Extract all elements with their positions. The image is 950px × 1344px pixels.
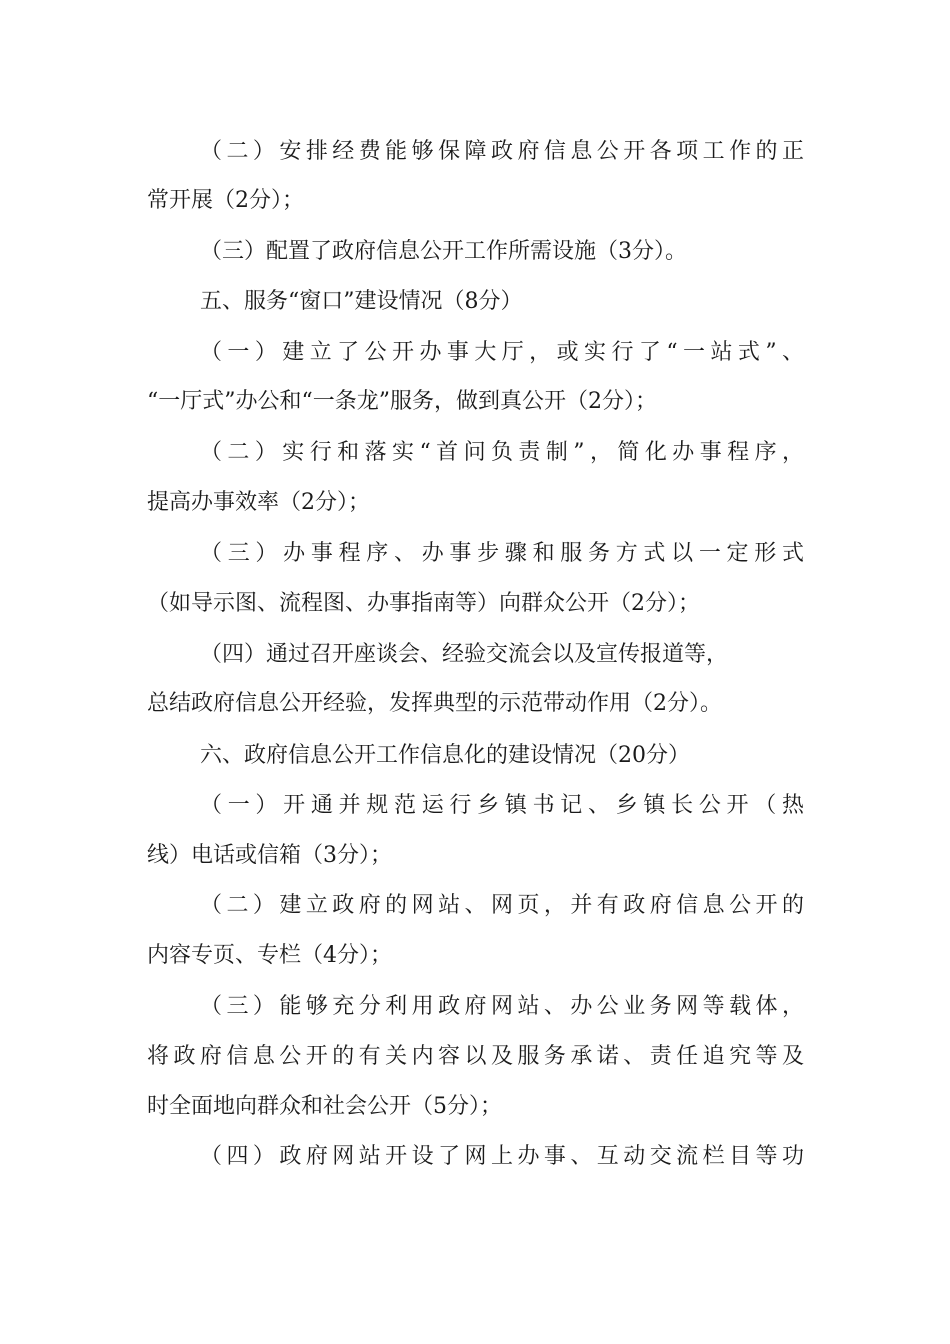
- text-line: [0, 137, 950, 167]
- text-line: [0, 539, 950, 569]
- text-line: [0, 992, 950, 1022]
- paragraph-text: （三）能够充分利用政府网站、办公业务网等载体，: [200, 994, 804, 1019]
- text-line: [0, 488, 950, 518]
- paragraph-text: 时全面地向群众和社会公开（5分）；: [147, 1094, 502, 1119]
- section-heading: 五、服务“窗口”建设情况（8分）: [200, 289, 523, 314]
- text-line: [0, 237, 950, 267]
- paragraph-text: （三）办事程序、办事步骤和服务方式以一定形式: [200, 541, 804, 566]
- paragraph-text: （二）建立政府的网站、网页，并有政府信息公开的: [200, 893, 804, 918]
- section-heading-line: [0, 741, 950, 771]
- text-line: [0, 338, 950, 368]
- text-line: [0, 186, 950, 216]
- paragraph-text: （二）实行和落实“首问负责制”，简化办事程序，: [200, 440, 804, 465]
- paragraph-text: 内容专页、专栏（4分）；: [147, 943, 392, 968]
- paragraph-text: “一厅式”办公和“一条龙”服务，做到真公开（2分）；: [147, 389, 657, 414]
- paragraph-text: 线）电话或信箱（3分）；: [147, 843, 392, 868]
- section-heading: 六、政府信息公开工作信息化的建设情况（20分）: [200, 743, 690, 768]
- paragraph-text: 将政府信息公开的有关内容以及服务承诺、责任追究等及: [147, 1044, 804, 1069]
- text-line: [0, 1142, 950, 1172]
- paragraph-text: （一）开通并规范运行乡镇书记、乡镇长公开（热: [200, 793, 804, 818]
- paragraph-text: （如导示图、流程图、办事指南等）向群众公开（2分）；: [147, 591, 700, 616]
- text-line: [0, 791, 950, 821]
- text-line: [0, 640, 950, 670]
- text-line: [0, 387, 950, 417]
- paragraph-text: （四）政府网站开设了网上办事、互动交流栏目等功: [200, 1144, 804, 1169]
- text-line: [0, 438, 950, 468]
- text-line: [0, 941, 950, 971]
- text-line: [0, 589, 950, 619]
- paragraph-text: （四）通过召开座谈会、经验交流会以及宣传报道等，: [200, 642, 729, 667]
- text-line: [0, 891, 950, 921]
- paragraph-text: （一）建立了公开办事大厅，或实行了“一站式”、: [200, 340, 804, 365]
- paragraph-text: （二）安排经费能够保障政府信息公开各项工作的正: [200, 139, 804, 164]
- paragraph-text: 提高办事效率（2分）；: [147, 490, 370, 515]
- text-line: [0, 689, 950, 719]
- paragraph-text: （三）配置了政府信息公开工作所需设施（3分）。: [200, 239, 687, 264]
- text-line: [0, 1042, 950, 1072]
- paragraph-text: 常开展（2分）；: [147, 188, 304, 213]
- text-line: [0, 1092, 950, 1122]
- section-heading-line: [0, 287, 950, 317]
- paragraph-text: 总结政府信息公开经验，发挥典型的示范带动作用（2分）。: [147, 691, 722, 716]
- text-line: [0, 841, 950, 871]
